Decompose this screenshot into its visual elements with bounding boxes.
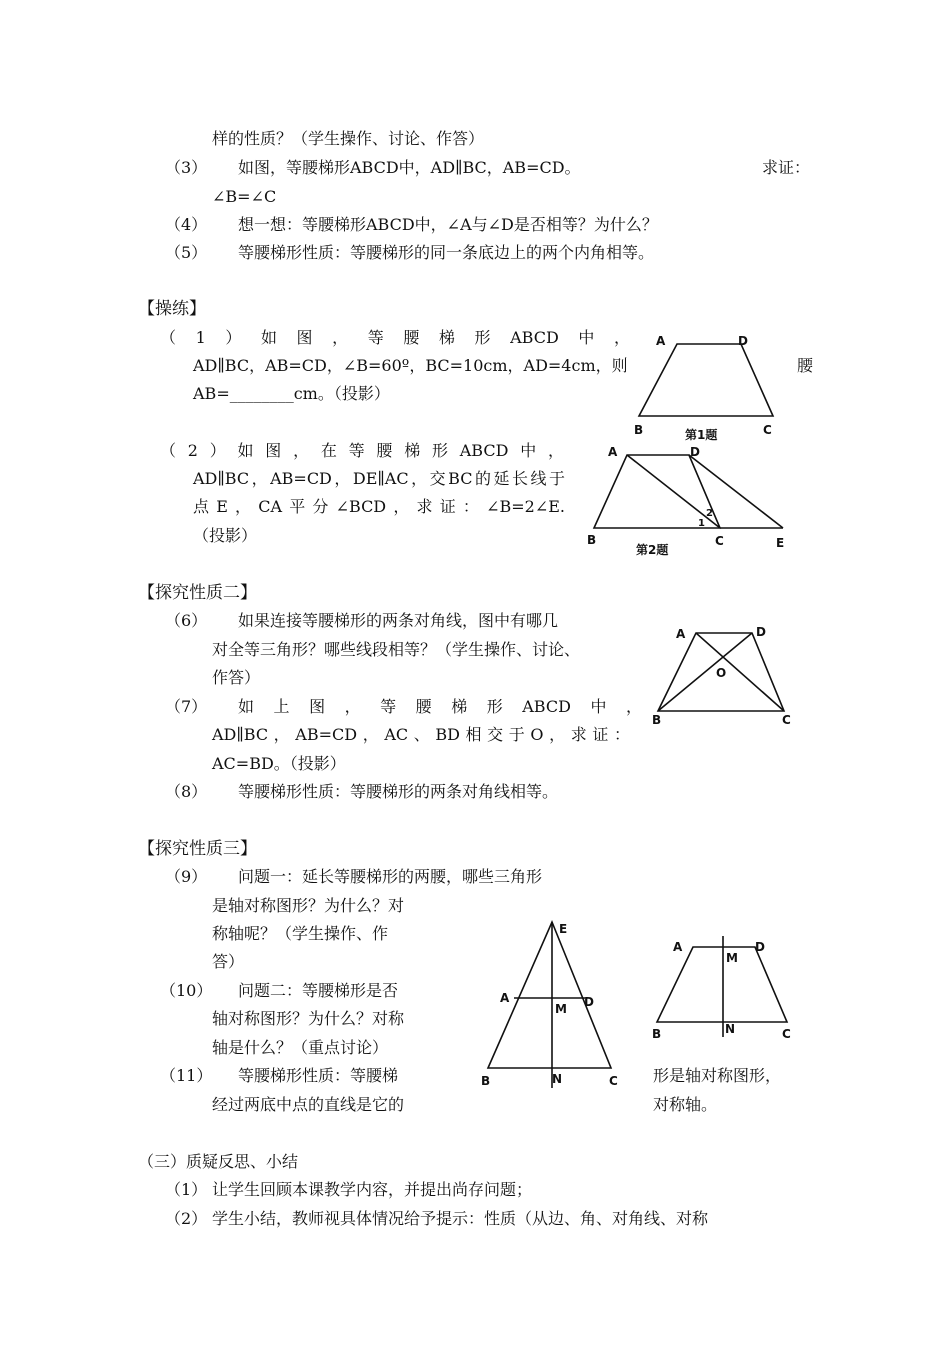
fig5-label-n: N bbox=[725, 1022, 736, 1036]
text-line: AC=BD。（投影） bbox=[212, 754, 346, 773]
text-line: 如图，等腰梯形ABCD中，AD∥BC，AB=CD。 bbox=[238, 158, 581, 177]
item-number: （9） bbox=[165, 867, 208, 886]
item-number: （7） bbox=[165, 697, 208, 716]
item-number: （3） bbox=[165, 158, 208, 177]
text-line: （1）如图，等腰梯形ABCD中， bbox=[160, 328, 630, 347]
text-line: 等腰梯形性质：等腰梯形的两条对角线相等。 bbox=[238, 782, 559, 801]
item-number: （10） bbox=[160, 981, 213, 1000]
text-line: 轴对称图形？为什么？对称 bbox=[212, 1009, 405, 1028]
fig2-label-d: D bbox=[690, 445, 700, 459]
text-line: 对全等三角形？哪些线段相等？（学生操作、讨论、 bbox=[212, 640, 581, 659]
section-heading: 【探究性质三】 bbox=[138, 839, 257, 859]
text-line: 等腰梯形性质：等腰梯 bbox=[238, 1066, 399, 1085]
fig1-label-a: A bbox=[656, 334, 666, 348]
fig5-label-a: A bbox=[673, 940, 683, 954]
figure-3-diagonals bbox=[648, 620, 803, 730]
section-heading: （三）质疑反思、小结 bbox=[138, 1152, 299, 1171]
fig3-label-o: O bbox=[716, 666, 727, 680]
text-line: AD∥BC，AB=CD，AC、BD相交于O，求证： bbox=[212, 725, 630, 744]
figure-4-triangle bbox=[478, 918, 628, 1093]
figure-1-trapezoid bbox=[620, 330, 800, 440]
fig2-angle-2: 2 bbox=[706, 508, 713, 519]
fig5-label-m: M bbox=[726, 951, 738, 965]
text-line: 经过两底中点的直线是它的 bbox=[212, 1095, 405, 1114]
fig1-label-c: C bbox=[763, 423, 772, 437]
fig1-label-b: B bbox=[634, 423, 644, 437]
text-line: AD∥BC，AB=CD，DE∥AC，交BC的延长线于 bbox=[193, 469, 565, 488]
text-line: 如上图，等腰梯形ABCD中， bbox=[238, 697, 642, 716]
text-line: 让学生回顾本课教学内容，并提出尚存问题； bbox=[212, 1180, 533, 1199]
fig5-label-b: B bbox=[652, 1027, 662, 1041]
fig4-label-n: N bbox=[552, 1072, 563, 1086]
fig5-label-c: C bbox=[782, 1027, 791, 1041]
text-line: 如果连接等腰梯形的两条对角线，图中有哪几 bbox=[238, 611, 559, 630]
section-heading: 【探究性质二】 bbox=[138, 583, 257, 603]
figure-2-trapezoid bbox=[578, 440, 793, 565]
item-number: （4） bbox=[165, 215, 208, 234]
fig3-label-d: D bbox=[756, 625, 766, 639]
fig2-label-b: B bbox=[587, 533, 597, 547]
text-line: 称轴呢？（学生操作、作 bbox=[212, 924, 389, 943]
fig3-label-a: A bbox=[676, 627, 686, 641]
item-number: （6） bbox=[165, 611, 208, 630]
fig2-caption: 第2题 bbox=[636, 543, 669, 557]
text-line: 学生小结，教师视具体情况给予提示：性质（从边、角、对角线、对称 bbox=[212, 1209, 709, 1228]
text-line: 等腰梯形性质：等腰梯形的同一条底边上的两个内角相等。 bbox=[238, 243, 655, 262]
fig4-label-a: A bbox=[500, 991, 510, 1005]
fig2-label-c: C bbox=[715, 534, 724, 548]
text-line: AB=________cm。（投影） bbox=[193, 384, 390, 403]
text-line: （2）如图，在等腰梯形ABCD中， bbox=[160, 441, 564, 460]
text-line: 轴是什么？（重点讨论） bbox=[212, 1038, 389, 1057]
fig3-label-c: C bbox=[782, 713, 791, 727]
text-line: ∠B=∠C bbox=[212, 187, 277, 206]
text-line: 问题一：延长等腰梯形的两腰，哪些三角形 bbox=[238, 867, 543, 886]
fig4-label-b: B bbox=[481, 1074, 491, 1088]
text-line: 作答） bbox=[212, 668, 261, 687]
fig1-caption: 第1题 bbox=[685, 428, 718, 442]
item-number: （2） bbox=[165, 1209, 208, 1228]
text-line: 腰 bbox=[797, 356, 814, 375]
fig2-label-e: E bbox=[776, 536, 785, 550]
fig4-label-e: E bbox=[559, 922, 568, 936]
fig2-angle-1: 1 bbox=[698, 518, 705, 529]
fig3-label-b: B bbox=[652, 713, 662, 727]
text-line: 想一想：等腰梯形ABCD中，∠A与∠D是否相等？为什么？ bbox=[238, 215, 658, 234]
figure-5-symmetry bbox=[648, 935, 803, 1045]
fig4-label-c: C bbox=[609, 1074, 618, 1088]
text-line: 形是轴对称图形， bbox=[653, 1066, 782, 1085]
item-number: （11） bbox=[160, 1066, 213, 1085]
text-line: 答） bbox=[212, 952, 245, 971]
fig2-label-a: A bbox=[608, 445, 618, 459]
item-number: （1） bbox=[165, 1180, 208, 1199]
section-heading: 【操练】 bbox=[138, 299, 206, 319]
fig1-label-d: D bbox=[738, 334, 748, 348]
text-line: 求证： bbox=[762, 158, 811, 177]
text-line: 对称轴。 bbox=[653, 1095, 718, 1114]
fig5-label-d: D bbox=[755, 940, 765, 954]
text-line: （投影） bbox=[193, 526, 258, 545]
text-line: 是轴对称图形？为什么？对 bbox=[212, 896, 405, 915]
text-line: 问题二：等腰梯形是否 bbox=[238, 981, 399, 1000]
text-line: 样的性质？（学生操作、讨论、作答） bbox=[212, 129, 485, 148]
text-line: AD∥BC，AB=CD，∠B=60º，BC=10cm，AD=4cm，则 bbox=[193, 356, 628, 375]
fig4-label-m: M bbox=[555, 1002, 567, 1016]
fig4-label-d: D bbox=[584, 995, 594, 1009]
item-number: （8） bbox=[165, 782, 208, 801]
text-line: 点E，CA平分∠BCD，求证：∠B=2∠E. bbox=[193, 497, 565, 516]
item-number: （5） bbox=[165, 243, 208, 262]
